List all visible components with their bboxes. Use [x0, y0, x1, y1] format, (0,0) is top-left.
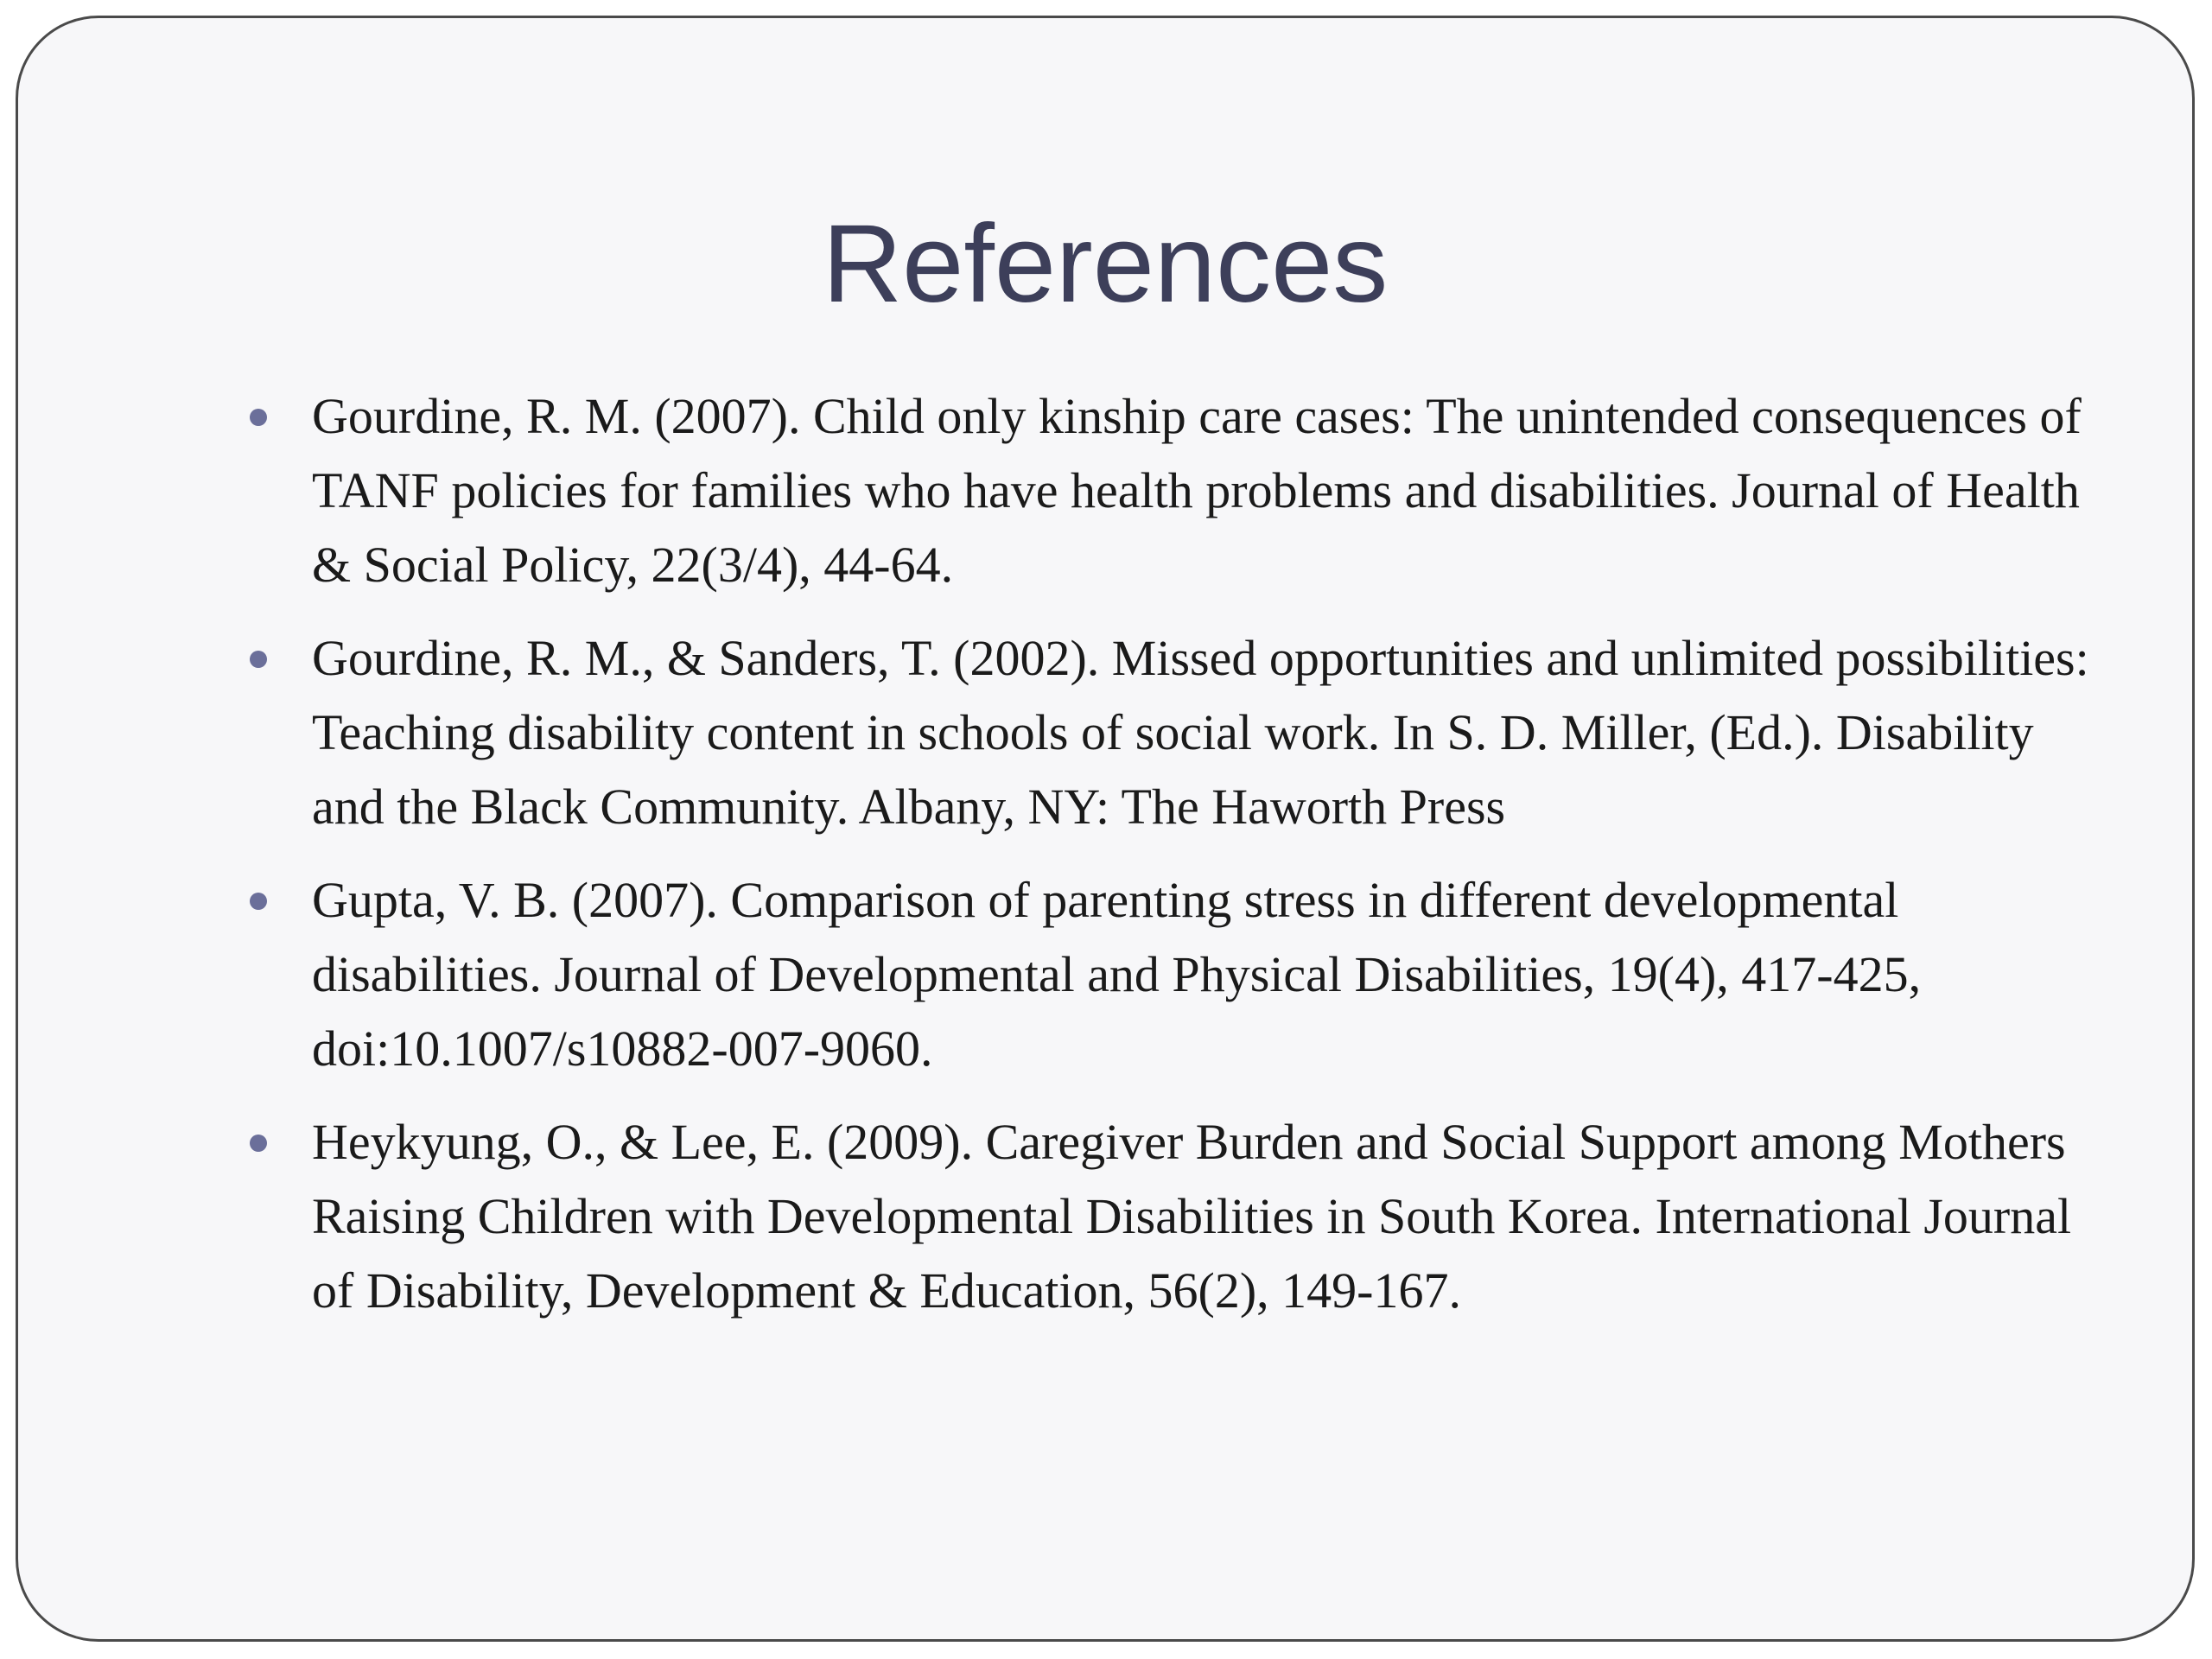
bullet-icon [250, 409, 267, 426]
bullet-icon [250, 893, 267, 910]
reference-item [312, 379, 2118, 602]
reference-text: Heykyung, O., & Lee, E. (2009). Caregiver Burden and Social Support among Mothers Raising Children with Developmental Disabilities in South Korea. International Journal of Disability, Development & Education, 56(2), 149-167. [312, 1114, 2072, 1319]
bullet-icon [250, 651, 267, 668]
reference-text: Gupta, V. B. (2007). Comparison of parenting stress in different developmental disabilities. Journal of Developmental and Physical Disabilities, 19(4), 417-425, doi:10.1007/s10882-007-9060. [312, 872, 1922, 1077]
reference-text: Gourdine, R. M., & Sanders, T. (2002). Missed opportunities and unlimited possibilities: Teaching disability content in schools of social work. In S. D. Miller, (Ed.). Disability and the Black Community. Albany, NY: The Haworth Press [312, 630, 2089, 835]
reference-text: Gourdine, R. M. (2007). Child only kinship care cases: The unintended consequences of TANF policies for families who have health problems and disabilities. Journal of Health & Social Policy, 22(3/4), 44-64. [312, 388, 2082, 593]
slide [16, 16, 2195, 1642]
slide-title: References [822, 202, 1389, 326]
references-list [312, 379, 2118, 1347]
bullet-icon [250, 1135, 267, 1152]
reference-item [312, 1105, 2118, 1328]
reference-item [312, 863, 2118, 1086]
reference-item [312, 621, 2118, 844]
